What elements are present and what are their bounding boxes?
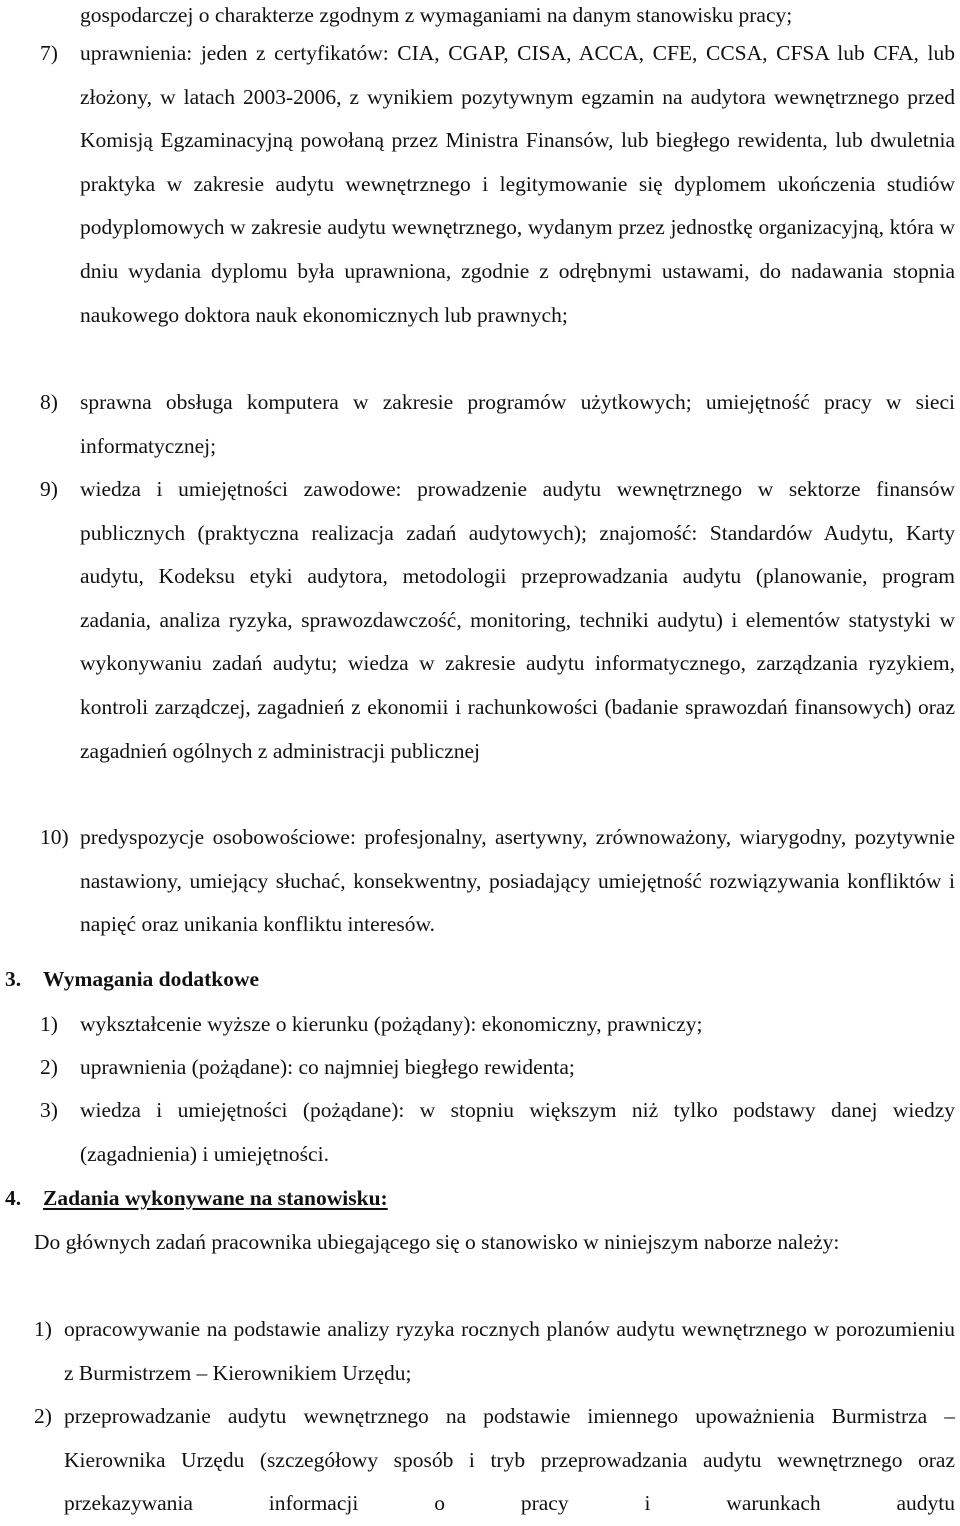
section-4-number: 4. <box>5 1186 22 1210</box>
s3-item-3-number: 3) <box>40 1098 58 1122</box>
s3-item-1-number: 1) <box>40 1012 58 1036</box>
s4-item-2-text: przeprowadzanie audytu wewnętrznego na podstawie imiennego upoważnienia Burmistrza – Kierownika Urzędu (szczegółowy sposób i tryb przeprowadzania audytu wewnętrznego oraz przekazywania informacji o pracy i warunkach audytu <box>64 1404 955 1516</box>
item-9-number: 9) <box>40 477 58 501</box>
section-4-intro: Do głównych zadań pracownika ubiegającego się o stanowisko w niniejszym naborze należy: <box>34 1230 840 1254</box>
s3-item-1-text: wykształcenie wyższe o kierunku (pożądany): ekonomiczny, prawniczy; <box>80 1012 703 1036</box>
section-4-title: Zadania wykonywane na stanowisku: <box>43 1186 388 1210</box>
item-8-number: 8) <box>40 390 58 414</box>
section-3-number: 3. <box>5 967 22 991</box>
item-6-continuation: gospodarczej o charakterze zgodnym z wymaganiami na danym stanowisku pracy; <box>80 3 793 27</box>
section-4-heading <box>5 1177 388 1221</box>
s4-item-1-text: opracowywanie na podstawie analizy ryzyka rocznych planów audytu wewnętrznego w porozumieniu z Burmistrzem – Kierownikiem Urzędu; <box>64 1317 955 1385</box>
s3-item-3-text: wiedza i umiejętności (pożądane): w stopniu większym niż tylko podstawy danej wiedzy (zagadnienia) i umiejętności. <box>80 1098 955 1166</box>
item-7-text: uprawnienia: jeden z certyfikatów: CIA, CGAP, CISA, ACCA, CFE, CCSA, CFSA lub CFA, lub złożony, w latach 2003-2006, z wynikiem pozytywnym egzamin na audytora wewnętrznego przed Komisją Egzaminacyjną powołaną przez Ministra Finansów, lub biegłego rewidenta, lub dwuletnia praktyka w zakresie audytu wewnętrznego i legitymowanie się dyplomem ukończenia studiów podyplomowych w zakresie audytu wewnętrznego, wydanym przez jednostkę organizacyjną, która w dniu wydania dyplomu była uprawniona, zgodnie z odrębnymi ustawami, do nadawania stopnia naukowego doktora nauk ekonomicznych lub prawnych; <box>80 41 955 327</box>
item-9-text: wiedza i umiejętności zawodowe: prowadzenie audytu wewnętrznego w sektorze finansów publicznych (praktyczna realizacja zadań audytowych); znajomość: Standardów Audytu, Karty audytu, Kodeksu etyki audytora, metodologii przeprowadzania audytu (planowanie, program zadania, analiza ryzyka, sprawozdawczość, monitoring, techniki audytu) i elementów statystyki w wykonywaniu zadań audytu; wiedza w zakresie audytu informatycznego, zarządzania ryzykiem, kontroli zarządczej, zagadnień z ekonomii i rachunkowości (badanie sprawozdań finansowych) oraz zagadnień ogólnych z administracji publicznej <box>80 477 955 763</box>
item-8-text: sprawna obsługa komputera w zakresie programów użytkowych; umiejętność pracy w sieci informatycznej; <box>80 390 955 458</box>
s3-item-2-text: uprawnienia (pożądane): co najmniej biegłego rewidenta; <box>80 1055 575 1079</box>
s3-item-2-number: 2) <box>40 1055 58 1079</box>
item-7-number: 7) <box>40 41 58 65</box>
item-10-number: 10) <box>40 825 69 849</box>
s4-item-1-number: 1) <box>34 1317 52 1341</box>
item-10-text: predyspozycje osobowościowe: profesjonalny, asertywny, zrównoważony, wiarygodny, pozytywnie nastawiony, umiejący słuchać, konsekwentny, posiadający umiejętność rozwiązywania konfliktów i napięć oraz unikania konfliktu interesów. <box>80 825 955 937</box>
section-3-heading <box>5 958 259 1002</box>
section-3-title: Wymagania dodatkowe <box>43 967 260 991</box>
s4-item-2-number: 2) <box>34 1404 52 1428</box>
